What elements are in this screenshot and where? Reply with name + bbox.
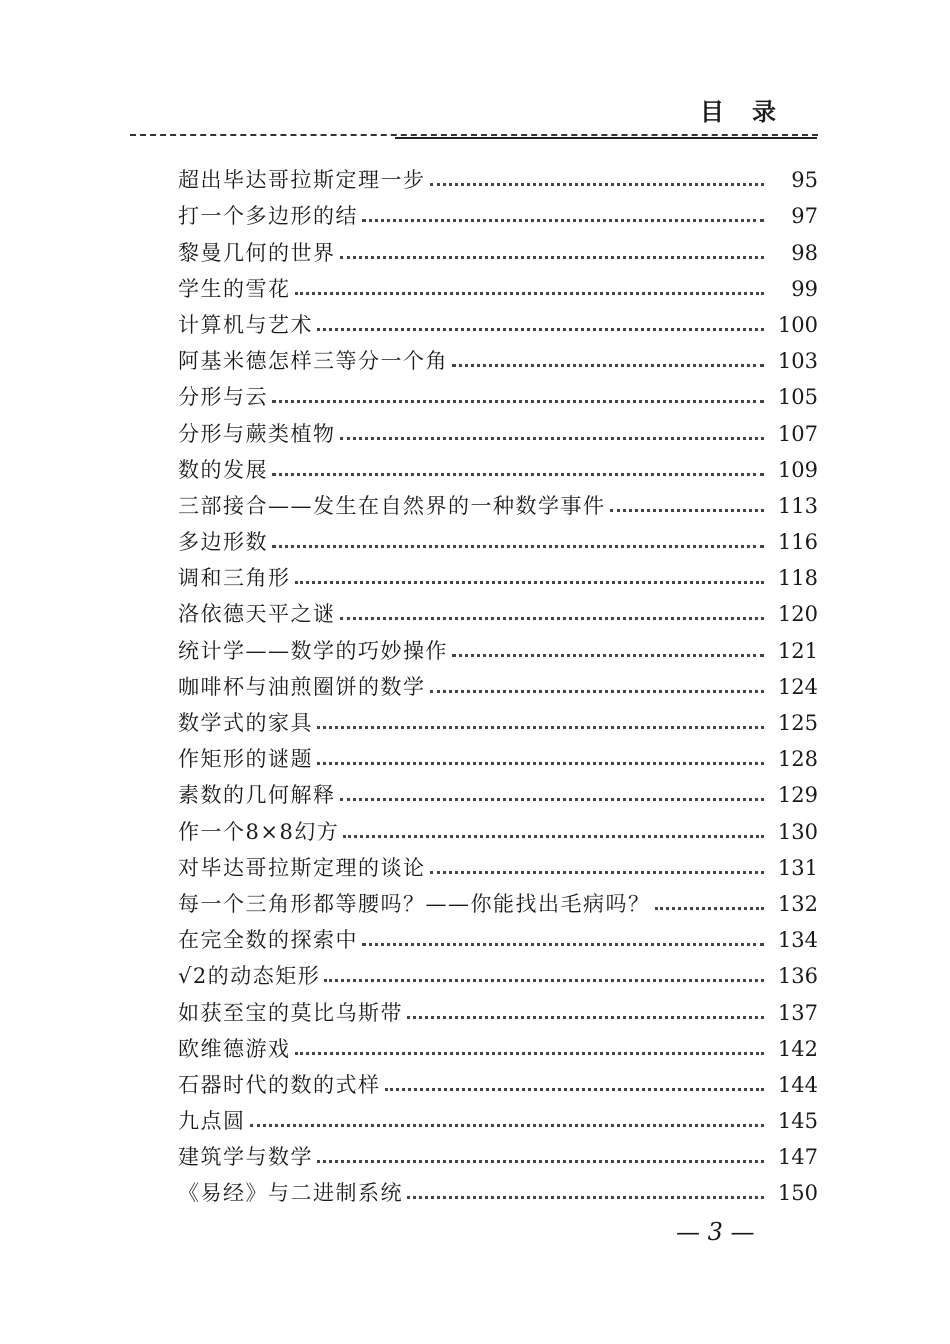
toc-entry xyxy=(178,524,818,560)
page-title: 目录 xyxy=(700,98,804,126)
toc-entry xyxy=(178,415,818,451)
toc-entry-title: 统计学——数学的巧妙操作 xyxy=(178,638,448,663)
page-number: — 3 — xyxy=(676,1218,755,1246)
toc-entry-page: 145 xyxy=(777,1109,818,1134)
toc-entry xyxy=(178,1103,818,1139)
toc-entry xyxy=(178,1139,818,1175)
dot-leader xyxy=(452,363,764,367)
toc-entry-page: 99 xyxy=(791,276,818,301)
toc-entry xyxy=(178,1031,818,1067)
dot-leader xyxy=(407,1195,764,1199)
toc-entry-title: 咖啡杯与油煎圈饼的数学 xyxy=(178,674,426,699)
toc-entry-title: 九点圆 xyxy=(178,1109,246,1134)
toc-entry-page: 113 xyxy=(777,493,818,518)
dot-leader xyxy=(317,327,764,331)
dot-leader xyxy=(430,689,765,693)
toc-entry xyxy=(178,669,818,705)
toc-entry-page: 97 xyxy=(791,204,818,229)
toc-entry-page: 136 xyxy=(777,964,818,989)
toc-entry-title: 对毕达哥拉斯定理的谈论 xyxy=(178,855,426,880)
dot-leader xyxy=(272,399,764,403)
toc-entry xyxy=(178,813,818,849)
dot-leader xyxy=(295,1051,765,1055)
toc-entry xyxy=(178,379,818,415)
toc-entry-page: 125 xyxy=(777,711,818,735)
toc-entry-title: 洛依德天平之谜 xyxy=(178,602,336,627)
toc-entry xyxy=(178,886,818,922)
toc-entry-title: 计算机与艺术 xyxy=(178,312,313,337)
toc-entry-title: 数学式的家具 xyxy=(178,711,313,735)
dot-leader xyxy=(324,978,764,982)
toc-entry-title: 打一个多边形的结 xyxy=(178,204,358,229)
dot-leader xyxy=(407,1015,764,1019)
toc-entry xyxy=(178,234,818,270)
toc-entry-title: 阿基米德怎样三等分一个角 xyxy=(178,349,448,374)
toc-entry-page: 124 xyxy=(777,674,818,699)
dot-leader xyxy=(340,436,765,440)
toc-entry-title: 数的发展 xyxy=(178,457,268,482)
toc-entry xyxy=(178,488,818,524)
dot-leader xyxy=(295,580,765,584)
toc-entry xyxy=(178,198,818,234)
toc-entry xyxy=(178,958,818,994)
toc-entry xyxy=(178,922,818,958)
toc-entry-page: 103 xyxy=(777,349,818,374)
toc-entry-title: 欧维德游戏 xyxy=(178,1036,291,1061)
toc-entry-page: 100 xyxy=(777,312,818,337)
toc-entry-title: 素数的几何解释 xyxy=(178,783,336,808)
dot-leader xyxy=(317,761,764,765)
dot-leader xyxy=(655,906,765,910)
toc-entry-title: 超出毕达哥拉斯定理一步 xyxy=(178,168,426,193)
dot-leader xyxy=(272,544,764,548)
toc-entry xyxy=(178,741,818,777)
dot-leader xyxy=(385,1087,765,1091)
dot-leader xyxy=(340,616,765,620)
toc-entry-title: 作一个8×8幻方 xyxy=(178,819,340,844)
toc-entry-page: 142 xyxy=(777,1036,818,1061)
toc-entry xyxy=(178,1067,818,1103)
toc-entry-page: 118 xyxy=(777,566,818,591)
toc-entry-page: 98 xyxy=(791,240,818,265)
toc-entry xyxy=(178,1175,818,1211)
toc-entry xyxy=(178,452,818,488)
toc-entry-page: 144 xyxy=(777,1072,818,1097)
dot-leader xyxy=(317,725,764,729)
toc-entry-title: 如获至宝的莫比乌斯带 xyxy=(178,1000,403,1025)
dot-leader xyxy=(610,508,765,512)
toc-entry xyxy=(178,994,818,1030)
toc-entry xyxy=(178,271,818,307)
toc-entry-title: 《易经》与二进制系统 xyxy=(178,1181,403,1206)
toc-entry-page: 131 xyxy=(777,855,818,880)
dot-leader xyxy=(317,1159,764,1163)
dot-leader xyxy=(340,797,765,801)
toc-entry-title: 每一个三角形都等腰吗？——你能找出毛病吗？ xyxy=(178,891,651,916)
table-of-contents xyxy=(178,162,818,1211)
toc-entry-page: 109 xyxy=(777,457,818,482)
toc-entry xyxy=(178,307,818,343)
header-rule xyxy=(130,134,818,136)
dot-leader xyxy=(362,218,764,222)
toc-entry xyxy=(178,632,818,668)
toc-entry-title: √2的动态矩形 xyxy=(178,964,321,989)
toc-entry-page: 132 xyxy=(777,891,818,916)
toc-entry-title: 分形与蕨类植物 xyxy=(178,421,336,446)
toc-entry-page: 120 xyxy=(777,602,818,627)
toc-entry-page: 147 xyxy=(777,1145,818,1170)
toc-entry-title: 黎曼几何的世界 xyxy=(178,240,336,265)
header-rule-solid xyxy=(395,137,817,139)
toc-entry-page: 128 xyxy=(777,747,818,772)
toc-entry-title: 在完全数的探索中 xyxy=(178,928,358,953)
dot-leader xyxy=(340,255,765,259)
dot-leader xyxy=(430,182,765,186)
toc-entry-page: 116 xyxy=(777,530,818,555)
toc-entry-page: 129 xyxy=(777,783,818,808)
toc-entry-title: 学生的雪花 xyxy=(178,276,291,301)
dot-leader xyxy=(452,653,764,657)
toc-entry-page: 134 xyxy=(777,928,818,953)
toc-entry xyxy=(178,343,818,379)
toc-entry xyxy=(178,560,818,596)
toc-entry xyxy=(178,777,818,813)
toc-entry xyxy=(178,596,818,632)
toc-entry-title: 石器时代的数的式样 xyxy=(178,1072,381,1097)
dot-leader xyxy=(272,472,764,476)
toc-entry xyxy=(178,705,818,741)
toc-entry-page: 95 xyxy=(791,168,818,193)
dot-leader xyxy=(362,942,764,946)
toc-entry-page: 150 xyxy=(777,1181,818,1206)
toc-entry xyxy=(178,850,818,886)
dot-leader xyxy=(295,291,765,295)
toc-entry-title: 三部接合——发生在自然界的一种数学事件 xyxy=(178,493,606,518)
toc-entry-title: 分形与云 xyxy=(178,385,268,410)
toc-entry-title: 建筑学与数学 xyxy=(178,1145,313,1170)
toc-entry xyxy=(178,162,818,198)
toc-entry-page: 130 xyxy=(777,819,818,844)
toc-entry-title: 调和三角形 xyxy=(178,566,291,591)
dot-leader xyxy=(250,1123,765,1127)
dot-leader xyxy=(343,834,764,838)
toc-entry-page: 121 xyxy=(777,638,818,663)
toc-entry-page: 107 xyxy=(777,421,818,446)
toc-entry-title: 作矩形的谜题 xyxy=(178,747,313,772)
toc-entry-page: 105 xyxy=(777,385,818,410)
dot-leader xyxy=(430,870,765,874)
toc-entry-title: 多边形数 xyxy=(178,530,268,555)
toc-entry-page: 137 xyxy=(777,1000,818,1025)
